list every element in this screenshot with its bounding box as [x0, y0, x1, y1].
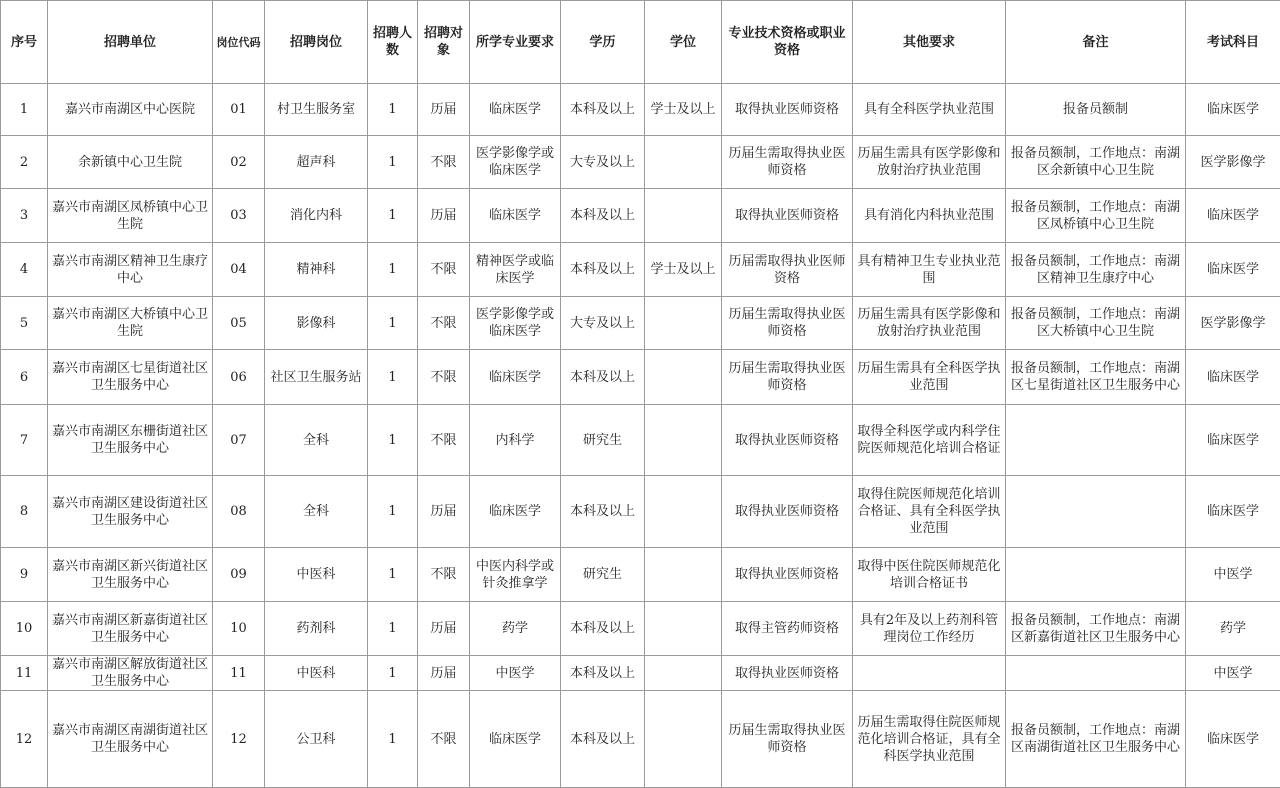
cell-degree: [645, 136, 722, 189]
table-row: [1, 476, 1280, 548]
cell-education: 本科及以上: [561, 189, 645, 243]
cell-count: 1: [368, 476, 418, 548]
cell-post-code: 10: [213, 602, 265, 656]
cell-other: 历届生需具有医学影像和放射治疗执业范围: [853, 136, 1006, 189]
cell-major: 中医内科学或针灸推拿学: [470, 548, 561, 602]
cell-qualification: 取得执业医师资格: [722, 656, 853, 691]
cell-major: 临床医学: [470, 84, 561, 136]
cell-index: 1: [1, 84, 48, 136]
cell-degree: [645, 476, 722, 548]
cell-education: 研究生: [561, 405, 645, 476]
header-remark: 备注: [1006, 1, 1186, 84]
cell-post-code: 09: [213, 548, 265, 602]
cell-unit: 余新镇中心卫生院: [48, 136, 213, 189]
cell-post-code: 08: [213, 476, 265, 548]
cell-unit: 嘉兴市南湖区精神卫生康疗中心: [48, 243, 213, 297]
cell-target: 历届: [418, 656, 470, 691]
cell-index: 2: [1, 136, 48, 189]
cell-other: 历届生需具有医学影像和放射治疗执业范围: [853, 297, 1006, 350]
table-row: [1, 548, 1280, 602]
cell-other: 取得住院医师规范化培训合格证、具有全科医学执业范围: [853, 476, 1006, 548]
cell-post-code: 11: [213, 656, 265, 691]
cell-index: 7: [1, 405, 48, 476]
cell-target: 不限: [418, 350, 470, 405]
cell-exam: 医学影像学: [1186, 136, 1280, 189]
cell-remark: 报备员额制，工作地点：南湖区余新镇中心卫生院: [1006, 136, 1186, 189]
cell-post: 精神科: [265, 243, 368, 297]
cell-post: 全科: [265, 405, 368, 476]
header-other: 其他要求: [853, 1, 1006, 84]
header-index: 序号: [1, 1, 48, 84]
table-row: [1, 691, 1280, 788]
cell-post-code: 06: [213, 350, 265, 405]
cell-education: 本科及以上: [561, 243, 645, 297]
cell-remark: 报备员额制，工作地点：南湖区新嘉街道社区卫生服务中心: [1006, 602, 1186, 656]
cell-count: 1: [368, 656, 418, 691]
cell-post: 中医科: [265, 548, 368, 602]
cell-index: 6: [1, 350, 48, 405]
table-row: [1, 189, 1280, 243]
header-degree: 学位: [645, 1, 722, 84]
cell-exam: 临床医学: [1186, 405, 1280, 476]
cell-education: 大专及以上: [561, 297, 645, 350]
cell-index: 12: [1, 691, 48, 788]
cell-education: 本科及以上: [561, 656, 645, 691]
header-education: 学历: [561, 1, 645, 84]
cell-target: 历届: [418, 84, 470, 136]
cell-post-code: 03: [213, 189, 265, 243]
cell-major: 临床医学: [470, 476, 561, 548]
cell-post-code: 12: [213, 691, 265, 788]
cell-qualification: 取得执业医师资格: [722, 189, 853, 243]
cell-other: [853, 656, 1006, 691]
cell-count: 1: [368, 297, 418, 350]
cell-post: 影像科: [265, 297, 368, 350]
cell-remark: 报备员额制: [1006, 84, 1186, 136]
cell-education: 本科及以上: [561, 602, 645, 656]
header-count: 招聘人数: [368, 1, 418, 84]
cell-unit: 嘉兴市南湖区凤桥镇中心卫生院: [48, 189, 213, 243]
cell-remark: [1006, 476, 1186, 548]
cell-target: 历届: [418, 602, 470, 656]
cell-post: 村卫生服务室: [265, 84, 368, 136]
cell-unit: 嘉兴市南湖区东栅街道社区卫生服务中心: [48, 405, 213, 476]
cell-degree: [645, 656, 722, 691]
cell-index: 4: [1, 243, 48, 297]
cell-post: 公卫科: [265, 691, 368, 788]
cell-other: 具有全科医学执业范围: [853, 84, 1006, 136]
header-unit: 招聘单位: [48, 1, 213, 84]
cell-exam: 临床医学: [1186, 243, 1280, 297]
cell-major: 中医学: [470, 656, 561, 691]
cell-post-code: 01: [213, 84, 265, 136]
cell-education: 本科及以上: [561, 476, 645, 548]
cell-unit: 嘉兴市南湖区新兴街道社区卫生服务中心: [48, 548, 213, 602]
cell-degree: [645, 189, 722, 243]
cell-unit: 嘉兴市南湖区大桥镇中心卫生院: [48, 297, 213, 350]
cell-post-code: 05: [213, 297, 265, 350]
cell-unit: 嘉兴市南湖区建设街道社区卫生服务中心: [48, 476, 213, 548]
cell-count: 1: [368, 84, 418, 136]
cell-post: 消化内科: [265, 189, 368, 243]
cell-exam: 中医学: [1186, 656, 1280, 691]
cell-target: 不限: [418, 297, 470, 350]
cell-count: 1: [368, 189, 418, 243]
cell-degree: [645, 548, 722, 602]
table-row: [1, 656, 1280, 691]
cell-education: 研究生: [561, 548, 645, 602]
cell-qualification: 历届需取得执业医师资格: [722, 243, 853, 297]
cell-index: 3: [1, 189, 48, 243]
cell-post: 中医科: [265, 656, 368, 691]
cell-post-code: 07: [213, 405, 265, 476]
cell-count: 1: [368, 405, 418, 476]
table-row: [1, 350, 1280, 405]
cell-education: 本科及以上: [561, 84, 645, 136]
cell-remark: 报备员额制，工作地点：南湖区凤桥镇中心卫生院: [1006, 189, 1186, 243]
cell-education: 大专及以上: [561, 136, 645, 189]
table-row: [1, 602, 1280, 656]
cell-target: 历届: [418, 189, 470, 243]
cell-major: 内科学: [470, 405, 561, 476]
cell-exam: 临床医学: [1186, 476, 1280, 548]
cell-major: 临床医学: [470, 189, 561, 243]
cell-index: 11: [1, 656, 48, 691]
cell-other: 历届生需具有全科医学执业范围: [853, 350, 1006, 405]
cell-target: 不限: [418, 136, 470, 189]
table-row: [1, 243, 1280, 297]
cell-unit: 嘉兴市南湖区新嘉街道社区卫生服务中心: [48, 602, 213, 656]
cell-exam: 医学影像学: [1186, 297, 1280, 350]
cell-exam: 临床医学: [1186, 350, 1280, 405]
cell-other: 具有消化内科执业范围: [853, 189, 1006, 243]
cell-post: 社区卫生服务站: [265, 350, 368, 405]
cell-remark: 报备员额制，工作地点：南湖区精神卫生康疗中心: [1006, 243, 1186, 297]
cell-major: 临床医学: [470, 350, 561, 405]
header-major: 所学专业要求: [470, 1, 561, 84]
cell-major: 药学: [470, 602, 561, 656]
header-target: 招聘对象: [418, 1, 470, 84]
cell-post: 全科: [265, 476, 368, 548]
cell-qualification: 取得执业医师资格: [722, 548, 853, 602]
cell-remark: [1006, 656, 1186, 691]
cell-degree: [645, 297, 722, 350]
cell-index: 10: [1, 602, 48, 656]
cell-unit: 嘉兴市南湖区七星街道社区卫生服务中心: [48, 350, 213, 405]
cell-remark: 报备员额制，工作地点：南湖区南湖街道社区卫生服务中心: [1006, 691, 1186, 788]
cell-remark: [1006, 548, 1186, 602]
cell-degree: [645, 405, 722, 476]
cell-other: 取得中医住院医师规范化培训合格证书: [853, 548, 1006, 602]
cell-unit: 嘉兴市南湖区南湖街道社区卫生服务中心: [48, 691, 213, 788]
cell-post-code: 04: [213, 243, 265, 297]
cell-count: 1: [368, 136, 418, 189]
cell-exam: 中医学: [1186, 548, 1280, 602]
cell-exam: 临床医学: [1186, 691, 1280, 788]
table-row: [1, 136, 1280, 189]
cell-other: 历届生需取得住院医师规范化培训合格证，具有全科医学执业范围: [853, 691, 1006, 788]
table-row: [1, 297, 1280, 350]
cell-unit: 嘉兴市南湖区解放街道社区卫生服务中心: [48, 656, 213, 691]
cell-post-code: 02: [213, 136, 265, 189]
cell-count: 1: [368, 548, 418, 602]
cell-degree: [645, 350, 722, 405]
cell-degree: [645, 602, 722, 656]
header-post: 招聘岗位: [265, 1, 368, 84]
cell-major: 医学影像学或临床医学: [470, 297, 561, 350]
header-row: [1, 1, 1280, 84]
cell-other: 具有2年及以上药剂科管理岗位工作经历: [853, 602, 1006, 656]
cell-target: 不限: [418, 405, 470, 476]
cell-target: 不限: [418, 548, 470, 602]
cell-qualification: 取得执业医师资格: [722, 405, 853, 476]
cell-index: 5: [1, 297, 48, 350]
cell-index: 8: [1, 476, 48, 548]
cell-degree: 学士及以上: [645, 243, 722, 297]
cell-qualification: 历届生需取得执业医师资格: [722, 297, 853, 350]
cell-index: 9: [1, 548, 48, 602]
cell-target: 不限: [418, 691, 470, 788]
cell-education: 本科及以上: [561, 350, 645, 405]
cell-qualification: 取得执业医师资格: [722, 84, 853, 136]
table-row: [1, 405, 1280, 476]
cell-major: 精神医学或临床医学: [470, 243, 561, 297]
cell-target: 历届: [418, 476, 470, 548]
cell-exam: 临床医学: [1186, 84, 1280, 136]
cell-count: 1: [368, 243, 418, 297]
cell-unit: 嘉兴市南湖区中心医院: [48, 84, 213, 136]
cell-major: 医学影像学或临床医学: [470, 136, 561, 189]
cell-remark: [1006, 405, 1186, 476]
cell-qualification: 历届生需取得执业医师资格: [722, 136, 853, 189]
header-exam: 考试科目: [1186, 1, 1280, 84]
header-qualification: 专业技术资格或职业资格: [722, 1, 853, 84]
cell-count: 1: [368, 691, 418, 788]
cell-degree: 学士及以上: [645, 84, 722, 136]
cell-major: 临床医学: [470, 691, 561, 788]
cell-exam: 临床医学: [1186, 189, 1280, 243]
cell-exam: 药学: [1186, 602, 1280, 656]
cell-degree: [645, 691, 722, 788]
cell-qualification: 历届生需取得执业医师资格: [722, 350, 853, 405]
cell-count: 1: [368, 350, 418, 405]
cell-target: 不限: [418, 243, 470, 297]
cell-other: 取得全科医学或内科学住院医师规范化培训合格证: [853, 405, 1006, 476]
cell-remark: 报备员额制，工作地点：南湖区大桥镇中心卫生院: [1006, 297, 1186, 350]
header-post-code: 岗位代码: [213, 1, 265, 84]
cell-qualification: 取得主管药师资格: [722, 602, 853, 656]
cell-remark: 报备员额制，工作地点：南湖区七星街道社区卫生服务中心: [1006, 350, 1186, 405]
cell-qualification: 历届生需取得执业医师资格: [722, 691, 853, 788]
cell-post: 药剂科: [265, 602, 368, 656]
table-body: [1, 84, 1280, 788]
table-row: [1, 84, 1280, 136]
cell-qualification: 取得执业医师资格: [722, 476, 853, 548]
cell-education: 本科及以上: [561, 691, 645, 788]
cell-count: 1: [368, 602, 418, 656]
cell-other: 具有精神卫生专业执业范围: [853, 243, 1006, 297]
cell-post: 超声科: [265, 136, 368, 189]
